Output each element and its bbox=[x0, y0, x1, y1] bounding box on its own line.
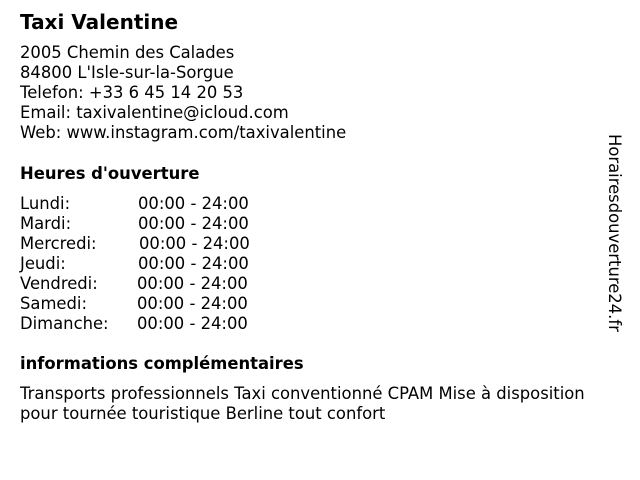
site-watermark: Horairesdouverture24.fr bbox=[605, 134, 624, 332]
address-street: 2005 Chemin des Calades bbox=[20, 43, 235, 62]
hours-row-saturday bbox=[20, 294, 280, 314]
day-label: Mardi: bbox=[20, 214, 72, 233]
day-label: Mercredi: bbox=[20, 234, 97, 253]
email-address[interactable]: Email: taxivalentine@icloud.com bbox=[20, 103, 289, 122]
time-range: 00:00 - 24:00 bbox=[138, 214, 249, 233]
day-label: Vendredi: bbox=[20, 274, 98, 293]
hours-row-thursday bbox=[20, 254, 280, 274]
address-city: 84800 L'Isle-sur-la-Sorgue bbox=[20, 63, 234, 82]
hours-row-monday bbox=[20, 194, 280, 214]
info-heading: informations complémentaires bbox=[20, 354, 304, 373]
hours-row-friday bbox=[20, 274, 280, 294]
time-range: 00:00 - 24:00 bbox=[137, 294, 248, 313]
website-link[interactable]: Web: www.instagram.com/taxivalentine bbox=[20, 123, 347, 142]
day-label: Dimanche: bbox=[20, 314, 109, 333]
hours-row-tuesday bbox=[20, 214, 280, 234]
contact-block bbox=[20, 43, 346, 143]
time-range: 00:00 - 24:00 bbox=[137, 314, 248, 333]
opening-hours-list bbox=[20, 194, 280, 334]
info-description: Transports professionnels Taxi conventionné CPAM Mise à disposition pour tournée touristique Berline tout confort bbox=[20, 384, 585, 423]
hours-row-sunday bbox=[20, 314, 280, 334]
time-range: 00:00 - 24:00 bbox=[139, 234, 250, 253]
day-label: Samedi: bbox=[20, 294, 87, 313]
time-range: 00:00 - 24:00 bbox=[138, 194, 249, 213]
business-name: Taxi Valentine bbox=[20, 10, 179, 34]
day-label: Jeudi: bbox=[20, 254, 66, 273]
time-range: 00:00 - 24:00 bbox=[137, 274, 248, 293]
hours-row-wednesday bbox=[20, 234, 280, 254]
phone-number[interactable]: Telefon: +33 6 45 14 20 53 bbox=[20, 83, 244, 102]
hours-heading: Heures d'ouverture bbox=[20, 164, 200, 183]
time-range: 00:00 - 24:00 bbox=[138, 254, 249, 273]
day-label: Lundi: bbox=[20, 194, 71, 213]
